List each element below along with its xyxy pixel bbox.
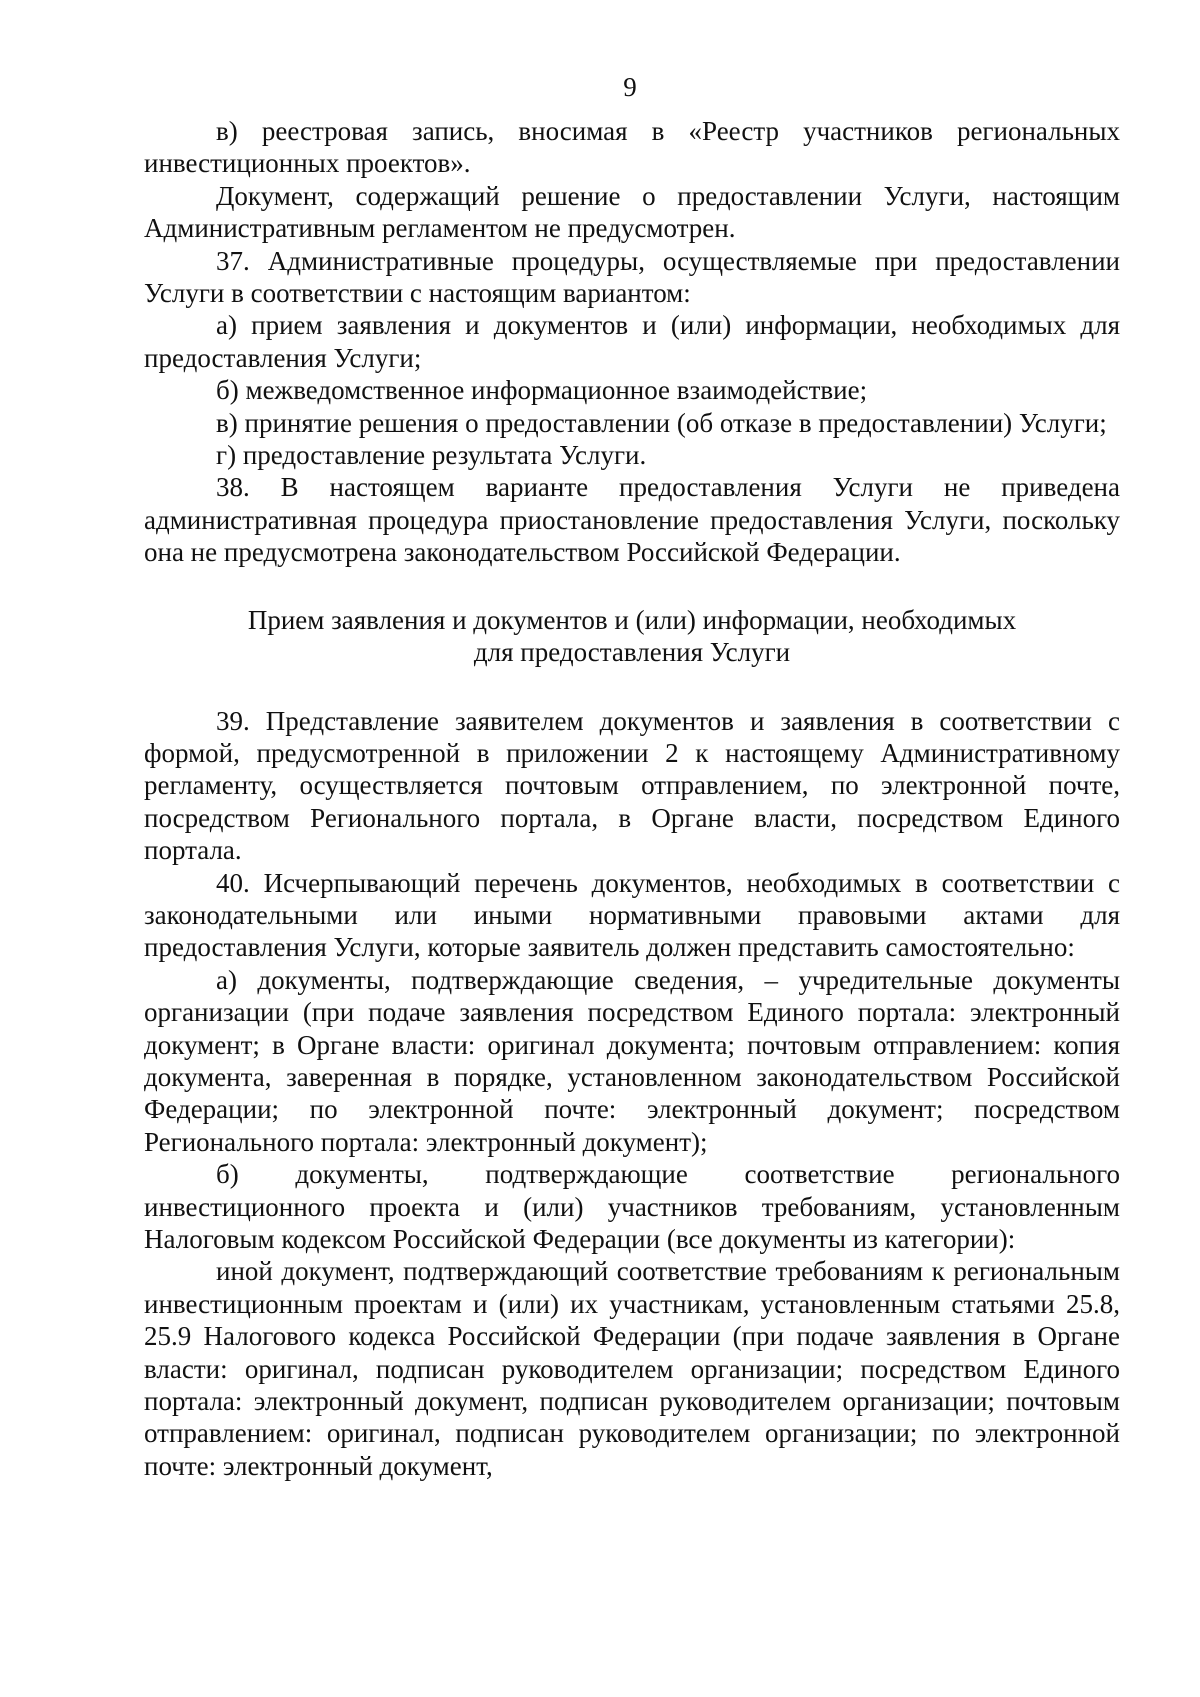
paragraph-40: 40. Исчерпывающий перечень документов, необходимых в соответствии с законодательными или иными нормативными правовыми актами для предоставления Услуги, которые заявитель должен представить самостоятельно: xyxy=(144,867,1120,963)
list-item-a: а) прием заявления и документов и (или) информации, необходимых для предоставления Услуги; xyxy=(144,310,1120,373)
document-body xyxy=(144,115,1120,1482)
section-heading xyxy=(144,604,1120,669)
paragraph-other-document: иной документ, подтверждающий соответствие требованиям к региональным инвестиционным проектам и (или) их участникам, установленным статьями 25.8, 25.9 Налогового кодекса Российской Федерации (при подаче заявления в Органе власти: оригинал, подписан руководителем организации; посредством Единого портала: электронный документ, подписан руководителем организации; почтовым отправлением: оригинал, подписан руководителем организации; по электронной почте: электронный документ, xyxy=(144,1256,1120,1481)
paragraph-decision-document: Документ, содержащий решение о предоставлении Услуги, настоящим Административным регламентом не предусмотрен. xyxy=(144,180,1120,244)
list-item-v: в) принятие решения о предоставлении (об отказе в предоставлении) Услуги; xyxy=(216,407,1107,438)
paragraph-38: 38. В настоящем варианте предоставления Услуги не приведена административная процедура приостановление предоставления Услуги, поскольку она не предусмотрена законодательством Российской Федерации. xyxy=(144,472,1120,568)
list-item-b-documents: б) документы, подтверждающие соответствие регионального инвестиционного проекта и (или) участников требованиям, установленным Налоговым кодексом Российской Федерации (все документы из категории): xyxy=(144,1159,1120,1254)
paragraph-39: 39. Представление заявителем документов и заявления в соответствии с формой, предусмотренной в приложении 2 к настоящему Административному регламенту, осуществляется почтовым отправлением, по электронной почте, посредством Регионального портала, в Органе власти, посредством Единого портала. xyxy=(144,705,1120,866)
section-heading-line-1: Прием заявления и документов и (или) информации, необходимых xyxy=(247,604,1017,635)
page-number: 9 xyxy=(623,72,637,102)
section-heading-line-2: для предоставления Услуги xyxy=(473,637,791,668)
list-item-b: б) межведомственное информационное взаимодействие; xyxy=(216,375,868,406)
list-item-a-documents: а) документы, подтверждающие сведения, – учредительные документы организации (при подаче заявления посредством Единого портала: электронный документ; в Органе власти: оригинал документа; почтовым отправлением: копия документа, заверенная в порядке, установленном законодательством Российской Федерации; по электронной почте: электронный документ; посредством Регионального портала: электронный документ); xyxy=(144,964,1120,1157)
list-item-g: г) предоставление результата Услуги. xyxy=(216,440,647,471)
paragraph-registry-entry: в) реестровая запись, вносимая в «Реестр участников региональных инвестиционных проектов». xyxy=(144,116,1120,179)
paragraph-37: 37. Административные процедуры, осуществляемые при предоставлении Услуги в соответствии с настоящим вариантом: xyxy=(144,245,1120,309)
